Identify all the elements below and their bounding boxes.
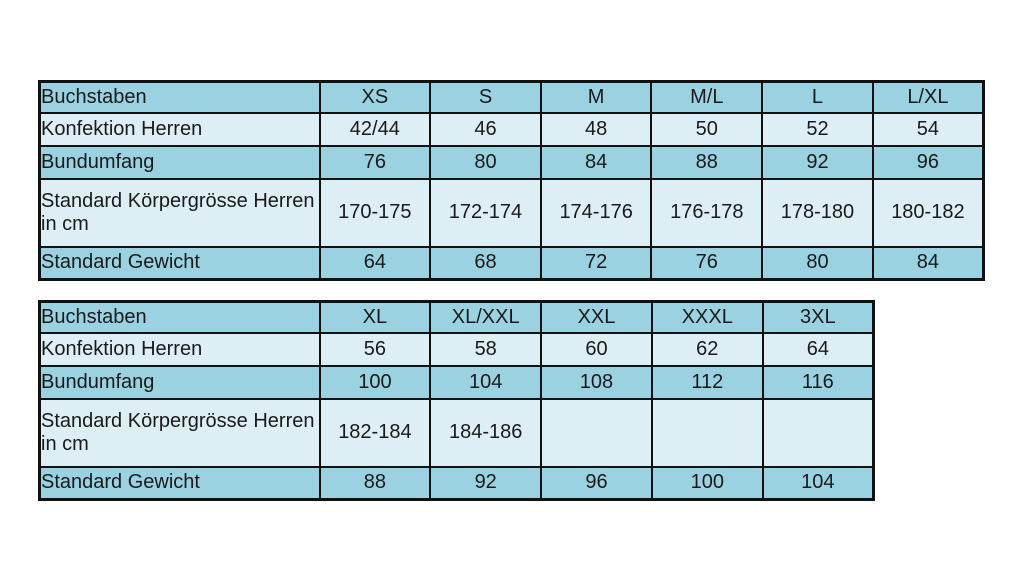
size-value-cell: 80: [762, 247, 873, 280]
size-letter-cell: XL: [320, 302, 431, 333]
row-label: Standard Gewicht: [40, 247, 320, 280]
row-label: Standard Körpergrösse Herren in cm: [40, 179, 320, 247]
header-row: [40, 82, 984, 113]
size-value-cell: 72: [541, 247, 652, 280]
table-row: [40, 247, 984, 280]
size-letter-cell: S: [430, 82, 541, 113]
size-letter-cell: XXXL: [652, 302, 763, 333]
table-row: [40, 146, 984, 179]
size-value-cell: 68: [430, 247, 541, 280]
table-row: [40, 179, 984, 247]
size-value-cell: 46: [430, 113, 541, 146]
size-chart-xl-to-3xl: [38, 300, 875, 501]
size-value-cell: 76: [320, 146, 431, 179]
row-label: Bundumfang: [40, 146, 320, 179]
table-row: [40, 366, 874, 399]
size-value-cell: 52: [762, 113, 873, 146]
size-value-cell: 88: [651, 146, 762, 179]
size-value-cell: 92: [762, 146, 873, 179]
size-value-cell: 178-180: [762, 179, 873, 247]
size-value-cell: 84: [873, 247, 984, 280]
size-chart-xs-to-lxl: [38, 80, 985, 281]
size-letter-cell: M: [541, 82, 652, 113]
size-value-cell: 96: [873, 146, 984, 179]
size-value-cell: 62: [652, 333, 763, 366]
size-letter-cell: L/XL: [873, 82, 984, 113]
size-value-cell: 104: [430, 366, 541, 399]
size-value-cell: 48: [541, 113, 652, 146]
size-value-cell: [541, 399, 652, 467]
size-value-cell: 96: [541, 467, 652, 500]
size-letter-cell: XXL: [541, 302, 652, 333]
size-value-cell: 58: [430, 333, 541, 366]
size-letter-cell: M/L: [651, 82, 762, 113]
size-value-cell: 182-184: [320, 399, 431, 467]
row-label: Bundumfang: [40, 366, 320, 399]
size-value-cell: 60: [541, 333, 652, 366]
size-value-cell: 64: [320, 247, 431, 280]
size-value-cell: 104: [763, 467, 874, 500]
header-row: [40, 302, 874, 333]
row-label: Buchstaben: [40, 82, 320, 113]
size-letter-cell: L: [762, 82, 873, 113]
size-value-cell: 54: [873, 113, 984, 146]
size-value-cell: 108: [541, 366, 652, 399]
size-letter-cell: XL/XXL: [430, 302, 541, 333]
size-value-cell: 170-175: [320, 179, 431, 247]
size-value-cell: 84: [541, 146, 652, 179]
row-label: Standard Gewicht: [40, 467, 320, 500]
size-value-cell: 42/44: [320, 113, 431, 146]
size-value-cell: 92: [430, 467, 541, 500]
size-value-cell: 116: [763, 366, 874, 399]
size-value-cell: 100: [320, 366, 431, 399]
row-label: Buchstaben: [40, 302, 320, 333]
table-row: [40, 399, 874, 467]
size-value-cell: [652, 399, 763, 467]
size-value-cell: 76: [651, 247, 762, 280]
size-value-cell: 64: [763, 333, 874, 366]
row-label: Konfektion Herren: [40, 333, 320, 366]
size-value-cell: 80: [430, 146, 541, 179]
size-value-cell: 88: [320, 467, 431, 500]
size-letter-cell: XS: [320, 82, 431, 113]
size-value-cell: 174-176: [541, 179, 652, 247]
size-value-cell: 176-178: [651, 179, 762, 247]
size-value-cell: 56: [320, 333, 431, 366]
size-value-cell: 172-174: [430, 179, 541, 247]
table-row: [40, 467, 874, 500]
size-value-cell: 180-182: [873, 179, 984, 247]
row-label: Standard Körpergrösse Herren in cm: [40, 399, 320, 467]
size-value-cell: 50: [651, 113, 762, 146]
size-value-cell: 112: [652, 366, 763, 399]
size-value-cell: 184-186: [430, 399, 541, 467]
table-row: [40, 113, 984, 146]
size-letter-cell: 3XL: [763, 302, 874, 333]
size-value-cell: 100: [652, 467, 763, 500]
row-label: Konfektion Herren: [40, 113, 320, 146]
size-value-cell: [763, 399, 874, 467]
table-row: [40, 333, 874, 366]
